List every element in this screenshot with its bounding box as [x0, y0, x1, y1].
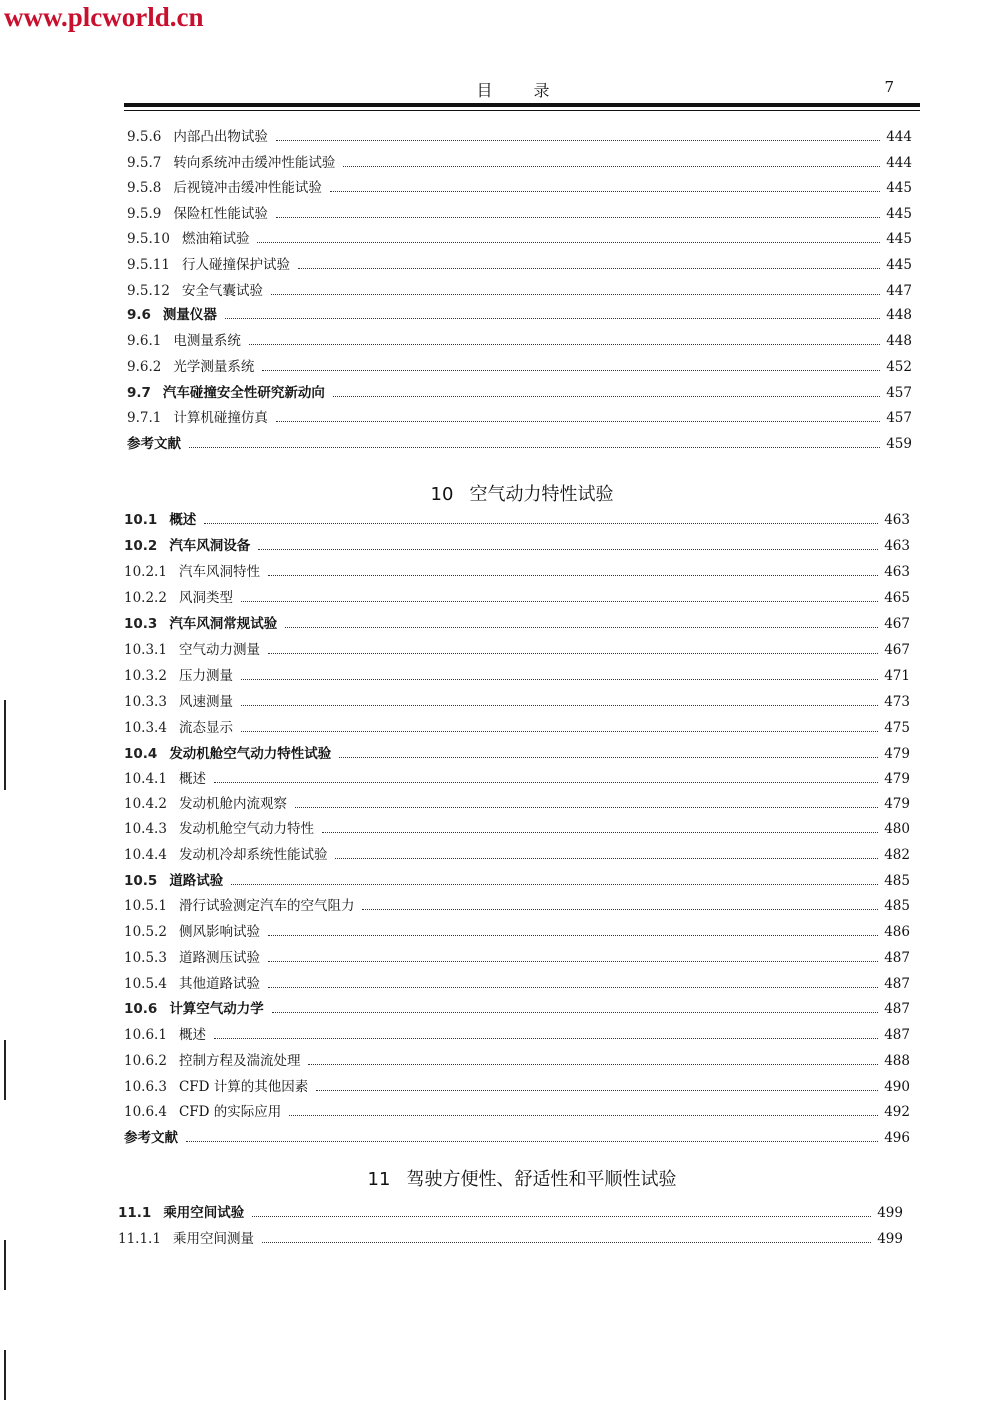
toc-entry[interactable]	[127, 358, 912, 376]
toc-entry[interactable]	[124, 641, 910, 659]
dot-leader	[204, 522, 878, 524]
toc-section-number: 10.2.1	[124, 564, 167, 580]
toc-section-number: 10.3.2	[124, 668, 167, 684]
toc-section-title: 汽车碰撞安全性研究新动向	[162, 385, 325, 401]
toc-section-number: 9.7	[127, 385, 151, 401]
toc-entry[interactable]	[124, 615, 910, 633]
toc-section-title: 发动机舱空气动力特性试验	[169, 746, 332, 762]
dot-leader	[258, 548, 878, 550]
dot-leader	[343, 165, 880, 167]
toc-page-number: 471	[884, 668, 910, 684]
toc-section-title: 计算机碰撞仿真	[173, 410, 268, 426]
toc-section-number: 10.3.4	[124, 720, 167, 736]
dot-leader	[272, 1011, 878, 1013]
toc-page-number: 452	[886, 359, 912, 375]
toc-section-number: 10.5.3	[124, 950, 167, 966]
toc-entry[interactable]	[127, 230, 912, 248]
toc-page-number: 467	[884, 616, 910, 632]
toc-entry[interactable]	[127, 154, 912, 172]
toc-page-number: 486	[884, 924, 910, 940]
toc-section-number: 10.6.3	[124, 1079, 167, 1095]
toc-section-title: 道路测压试验	[178, 950, 260, 966]
dot-leader	[252, 1215, 871, 1217]
toc-section-number: 10.3.1	[124, 642, 167, 658]
toc-section-number: 10.6.2	[124, 1053, 167, 1069]
toc-section-number: 9.6.2	[127, 359, 162, 375]
toc-section-number: 9.5.12	[127, 283, 170, 299]
toc-entry[interactable]	[127, 179, 912, 197]
toc-page-number: 475	[884, 720, 910, 736]
toc-entry[interactable]	[124, 975, 910, 993]
toc-entry[interactable]	[124, 820, 910, 838]
toc-section-title: 电测量系统	[173, 333, 241, 349]
toc-entry[interactable]	[124, 745, 910, 763]
toc-section-title: 测量仪器	[162, 307, 217, 323]
toc-page-number: 457	[886, 410, 912, 426]
toc-section-number: 9.5.9	[127, 206, 162, 222]
toc-entry[interactable]	[124, 1026, 910, 1044]
toc-section-number: 10.2	[124, 538, 158, 554]
dot-leader	[214, 1037, 878, 1039]
toc-section-title: 内部凸出物试验	[173, 129, 268, 145]
toc-entry[interactable]	[127, 205, 912, 223]
dot-leader	[276, 139, 880, 141]
dot-leader	[262, 369, 880, 371]
running-header	[124, 78, 920, 102]
toc-section-number: 10.4.2	[124, 796, 167, 812]
toc-page-number: 463	[884, 512, 910, 528]
scan-edge-mark	[4, 1040, 6, 1100]
toc-page-number: 496	[884, 1130, 910, 1146]
toc-entry[interactable]	[124, 1000, 910, 1018]
toc-section-number: 9.5.11	[127, 257, 170, 273]
toc-page-number: 467	[884, 642, 910, 658]
toc-entry[interactable]	[127, 306, 912, 324]
toc-section-title: 乘用空间试验	[163, 1205, 245, 1221]
toc-section-number: 10.2.2	[124, 590, 167, 606]
toc-section-title: 汽车风洞特性	[178, 564, 260, 580]
toc-page-number: 444	[886, 155, 912, 171]
toc-entry[interactable]	[127, 332, 912, 350]
toc-page-number: 487	[884, 950, 910, 966]
toc-page-number: 445	[886, 206, 912, 222]
toc-section-number: 10.4	[124, 746, 158, 762]
toc-page-number: 445	[886, 231, 912, 247]
toc-section-title: 光学测量系统	[173, 359, 255, 375]
toc-page-number: 463	[884, 538, 910, 554]
toc-section-title: 后视镜冲击缓冲性能试验	[173, 180, 322, 196]
toc-section-number: 10.6.4	[124, 1104, 167, 1120]
toc-entry[interactable]	[127, 409, 912, 427]
toc-section-title: 发动机舱内流观察	[178, 796, 287, 812]
dot-leader	[262, 1241, 871, 1243]
toc-entry[interactable]	[124, 693, 910, 711]
dot-leader	[225, 317, 880, 319]
chapter-title: 空气动力特性试验	[469, 484, 614, 505]
dot-leader	[308, 1063, 878, 1065]
dot-leader	[268, 960, 878, 962]
toc-section-title: 侧风影响试验	[178, 924, 260, 940]
toc-page-number: 459	[886, 436, 912, 452]
toc-section-title: 参考文献	[124, 1130, 178, 1146]
dot-leader	[276, 420, 880, 422]
dot-leader	[231, 883, 878, 885]
toc-section-title: 行人碰撞保护试验	[181, 257, 290, 273]
toc-entry[interactable]	[124, 1103, 910, 1121]
chapter-title: 驾驶方便性、舒适性和平顺性试验	[406, 1169, 677, 1190]
chapter-heading	[124, 1165, 920, 1191]
toc-entry[interactable]	[124, 1052, 910, 1070]
toc-section-number: 10.4.4	[124, 847, 167, 863]
toc-page-number: 447	[886, 283, 912, 299]
toc-section-number: 9.6.1	[127, 333, 162, 349]
toc-section-title: 汽车风洞设备	[169, 538, 251, 554]
toc-references-entry[interactable]	[124, 1129, 910, 1147]
toc-page-number: 465	[884, 590, 910, 606]
toc-page-number: 479	[884, 796, 910, 812]
toc-page-number: 487	[884, 1001, 910, 1017]
toc-entry[interactable]	[124, 563, 910, 581]
toc-section-title: 风速测量	[178, 694, 233, 710]
toc-section-number: 9.5.10	[127, 231, 170, 247]
toc-section-title: 发动机冷却系统性能试验	[178, 847, 328, 863]
dot-leader	[289, 1114, 878, 1116]
dot-leader	[268, 652, 878, 654]
toc-section-number: 10.3	[124, 616, 158, 632]
scan-edge-mark	[4, 1350, 6, 1400]
toc-section-title: 道路试验	[169, 873, 224, 889]
toc-section-number: 10.1	[124, 512, 158, 528]
dot-leader	[322, 831, 878, 833]
toc-entry[interactable]	[124, 667, 910, 685]
toc-section-title: 概述	[178, 1027, 206, 1043]
toc-page-number: 479	[884, 771, 910, 787]
toc-entry[interactable]	[127, 128, 912, 146]
toc-page-number: 457	[886, 385, 912, 401]
dot-leader	[214, 781, 878, 783]
toc-section-number: 10.5.2	[124, 924, 167, 940]
dot-leader	[186, 1140, 878, 1142]
watermark-url: www.plcworld.cn	[4, 2, 204, 32]
toc-entry[interactable]	[124, 1078, 910, 1096]
toc-page-number: 479	[884, 746, 910, 762]
chapter-number: 11	[367, 1169, 391, 1190]
toc-page-number: 490	[884, 1079, 910, 1095]
toc-entry[interactable]	[124, 923, 910, 941]
toc-section-number: 11.1	[118, 1205, 152, 1221]
dot-leader	[295, 806, 878, 808]
header-rule-thin	[124, 110, 920, 111]
toc-section-number: 10.3.3	[124, 694, 167, 710]
dot-leader	[276, 216, 880, 218]
dot-leader	[339, 756, 878, 758]
toc-section-title: 汽车风洞常规试验	[169, 616, 278, 632]
toc-section-number: 10.5.1	[124, 898, 167, 914]
chapter-number: 10	[430, 484, 454, 505]
toc-section-number: 9.5.6	[127, 129, 162, 145]
toc-page-number: 445	[886, 180, 912, 196]
toc-section-number: 9.5.7	[127, 155, 162, 171]
toc-section-title: CFD 的实际应用	[178, 1104, 282, 1120]
toc-entry[interactable]	[124, 589, 910, 607]
dot-leader	[298, 267, 880, 269]
scan-edge-mark	[4, 1240, 6, 1290]
toc-page-number: 485	[884, 873, 910, 889]
toc-section-number: 10.5.4	[124, 976, 167, 992]
toc-section-title: 发动机舱空气动力特性	[178, 821, 314, 837]
toc-section-number: 9.6	[127, 307, 151, 323]
toc-page-number: 485	[884, 898, 910, 914]
toc-page-number: 445	[886, 257, 912, 273]
toc-page-number: 448	[886, 307, 912, 323]
toc-entry[interactable]	[124, 537, 910, 555]
toc-section-title: 风洞类型	[178, 590, 233, 606]
dot-leader	[268, 986, 878, 988]
dot-leader	[268, 574, 878, 576]
toc-entry[interactable]	[127, 256, 912, 274]
toc-entry[interactable]	[127, 384, 912, 402]
toc-section-number: 9.7.1	[127, 410, 162, 426]
toc-section-title: 其他道路试验	[178, 976, 260, 992]
toc-section-title: 计算空气动力学	[169, 1001, 264, 1017]
dot-leader	[241, 730, 878, 732]
toc-references-entry[interactable]	[127, 435, 912, 453]
toc-entry[interactable]	[124, 846, 910, 864]
toc-section-title: 概述	[169, 512, 197, 528]
toc-section-title: 滑行试验测定汽车的空气阻力	[178, 898, 355, 914]
toc-section-number: 10.4.3	[124, 821, 167, 837]
toc-entry[interactable]	[124, 511, 910, 529]
scan-edge-mark	[4, 700, 6, 790]
toc-page-number: 482	[884, 847, 910, 863]
toc-page-number: 487	[884, 1027, 910, 1043]
toc-section-title: 空气动力测量	[178, 642, 260, 658]
dot-leader	[316, 1089, 878, 1091]
dot-leader	[271, 293, 880, 295]
toc-section-title: CFD 计算的其他因素	[178, 1079, 309, 1095]
toc-page-number: 448	[886, 333, 912, 349]
toc-section-title: 安全气囊试验	[181, 283, 263, 299]
toc-page-number: 480	[884, 821, 910, 837]
toc-page-number: 487	[884, 976, 910, 992]
toc-section-title: 燃油箱试验	[181, 231, 250, 247]
toc-entry[interactable]	[124, 872, 910, 890]
toc-page-number: 488	[884, 1053, 910, 1069]
dot-leader	[268, 934, 878, 936]
toc-section-title: 转向系统冲击缓冲性能试验	[173, 155, 336, 171]
toc-entry[interactable]	[118, 1230, 903, 1248]
toc-entry[interactable]	[124, 719, 910, 737]
toc-section-number: 9.5.8	[127, 180, 162, 196]
toc-page-number: 473	[884, 694, 910, 710]
toc-page-number: 444	[886, 129, 912, 145]
dot-leader	[362, 908, 878, 910]
header-page-number: 7	[884, 78, 894, 96]
toc-section-title: 概述	[178, 771, 206, 787]
dot-leader	[330, 190, 880, 192]
toc-entry[interactable]	[127, 282, 912, 300]
toc-entry[interactable]	[124, 770, 910, 788]
toc-section-title: 乘用空间测量	[172, 1231, 254, 1247]
toc-section-title: 参考文献	[127, 436, 181, 452]
toc-section-title: 压力测量	[178, 668, 233, 684]
header-rule-thick	[124, 103, 920, 107]
header-title: 目 录	[476, 81, 568, 100]
toc-section-title: 保险杠性能试验	[173, 206, 268, 222]
toc-entry[interactable]	[118, 1204, 903, 1222]
dot-leader	[241, 678, 878, 680]
toc-entry[interactable]	[124, 949, 910, 967]
toc-page-number: 499	[877, 1205, 903, 1221]
toc-entry[interactable]	[124, 897, 910, 915]
toc-section-number: 10.5	[124, 873, 158, 889]
toc-section-number: 10.4.1	[124, 771, 167, 787]
dot-leader	[257, 241, 880, 243]
dot-leader	[189, 446, 880, 448]
toc-section-title: 控制方程及湍流处理	[178, 1053, 301, 1069]
toc-page-number: 463	[884, 564, 910, 580]
dot-leader	[241, 704, 878, 706]
dot-leader	[335, 857, 878, 859]
dot-leader	[241, 600, 878, 602]
toc-section-number: 11.1.1	[118, 1231, 161, 1247]
dot-leader	[249, 343, 880, 345]
toc-page-number: 492	[884, 1104, 910, 1120]
toc-section-number: 10.6	[124, 1001, 158, 1017]
toc-section-title: 流态显示	[178, 720, 233, 736]
toc-section-number: 10.6.1	[124, 1027, 167, 1043]
dot-leader	[285, 626, 878, 628]
toc-entry[interactable]	[124, 795, 910, 813]
dot-leader	[333, 395, 880, 397]
toc-page-number: 499	[877, 1231, 903, 1247]
chapter-heading	[124, 480, 920, 506]
